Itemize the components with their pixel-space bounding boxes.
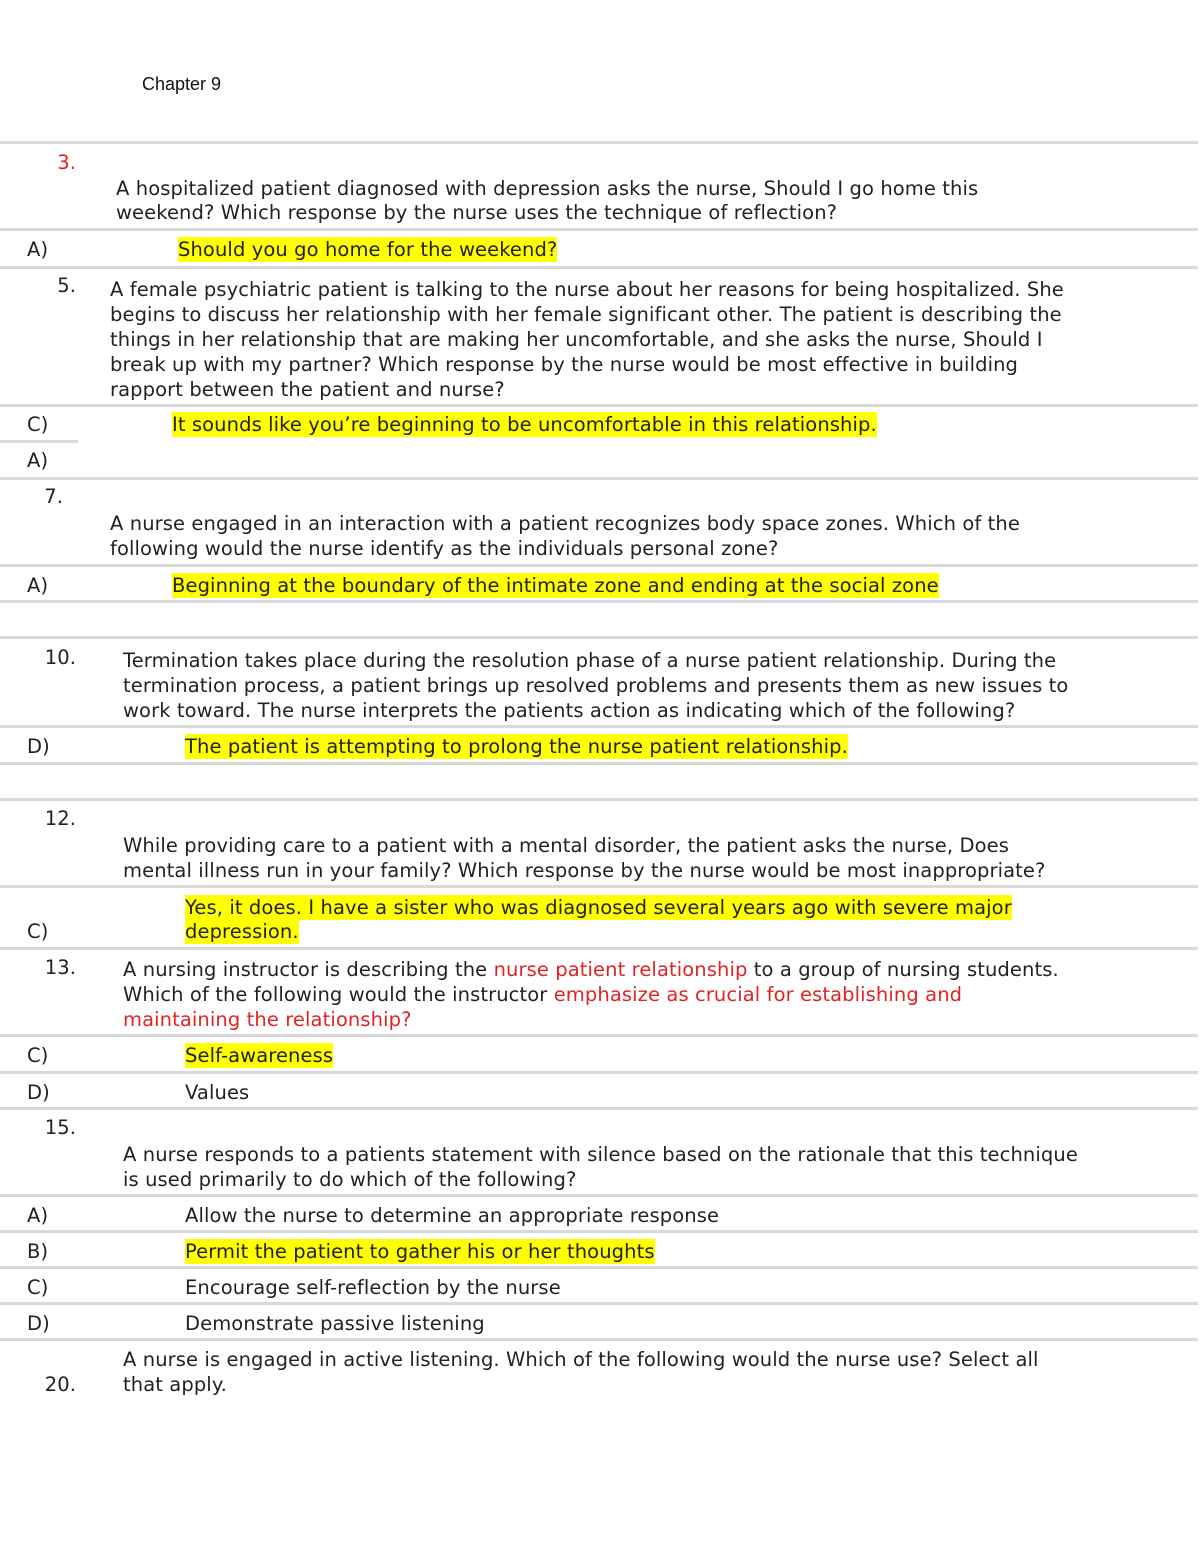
question-text: A nurse responds to a patients statement with silence based on the rationale that this technique (123, 1143, 1078, 1166)
divider (0, 947, 1198, 950)
question-text: termination process, a patient brings up resolved problems and presents them as new issues to (123, 674, 1069, 697)
divider (0, 1230, 1198, 1233)
divider (0, 1266, 1198, 1269)
question-number: 20. (44, 1373, 76, 1396)
question-text: A nurse engaged in an interaction with a patient recognizes body space zones. Which of the (110, 512, 1020, 535)
answer-text-highlighted: Permit the patient to gather his or her thoughts (185, 1240, 655, 1263)
divider (0, 404, 1198, 407)
question-text: weekend? Which response by the nurse uses the technique of reflection? (116, 201, 838, 224)
answer-label: C) (27, 1276, 49, 1299)
question-number: 7. (44, 485, 63, 508)
divider (0, 1034, 1198, 1037)
divider (0, 762, 1198, 765)
divider (0, 885, 1198, 888)
divider (0, 1107, 1198, 1110)
question-text: is used primarily to do which of the following? (123, 1168, 577, 1191)
question-text (123, 982, 962, 1007)
answer-label: A) (27, 1204, 49, 1227)
answer-text-highlighted: It sounds like you’re beginning to be uncomfortable in this relationship. (172, 413, 877, 436)
answer-text-highlighted: Yes, it does. I have a sister who was diagnosed several years ago with severe major (185, 896, 1012, 919)
question-text: mental illness run in your family? Which response by the nurse would be most inappropriate? (123, 859, 1046, 882)
question-number: 3. (57, 151, 76, 174)
divider (0, 1338, 1198, 1341)
question-number: 13. (44, 956, 76, 979)
divider (0, 477, 1198, 480)
answer-label: B) (27, 1240, 49, 1263)
question-number: 5. (57, 274, 76, 297)
divider (0, 636, 1198, 639)
answer-text: Demonstrate passive listening (185, 1312, 485, 1335)
question-text: Termination takes place during the resolution phase of a nurse patient relationship. During the (123, 649, 1057, 672)
question-text: begins to discuss her relationship with her female significant other. The patient is describing the (110, 303, 1062, 326)
emphasized-text: maintaining the relationship? (123, 1008, 412, 1031)
chapter-title: Chapter 9 (142, 74, 222, 94)
answer-label: A) (27, 574, 49, 597)
answer-label: C) (27, 920, 49, 943)
answer-text: Encourage self-reflection by the nurse (185, 1276, 561, 1299)
answer-text: Values (185, 1081, 250, 1104)
question-text: rapport between the patient and nurse? (110, 378, 505, 401)
answer-label: A) (27, 238, 49, 261)
answer-label: C) (27, 413, 49, 436)
question-text: A hospitalized patient diagnosed with depression asks the nurse, Should I go home this (116, 177, 979, 200)
divider (0, 564, 1198, 567)
question-text: work toward. The nurse interprets the patients action as indicating which of the following? (123, 699, 1016, 722)
emphasized-text: emphasize as crucial for establishing and (553, 983, 963, 1006)
question-text: While providing care to a patient with a mental disorder, the patient asks the nurse, Does (123, 834, 1009, 857)
question-text-part: to a group of nursing students. (747, 958, 1059, 981)
answer-text: Allow the nurse to determine an appropriate response (185, 1204, 720, 1227)
question-text-part: A nursing instructor is describing the (123, 958, 494, 981)
question-text-part: Which of the following would the instructor (123, 983, 554, 1006)
answer-label: A) (27, 449, 49, 472)
question-text (123, 957, 1059, 982)
divider (0, 600, 1198, 603)
divider (0, 1194, 1198, 1197)
question-text: things in her relationship that are making her uncomfortable, and she asks the nurse, Should I (110, 328, 1043, 351)
question-text: break up with my partner? Which response by the nurse would be most effective in building (110, 353, 1019, 376)
answer-label: D) (27, 1312, 50, 1335)
question-text: A female psychiatric patient is talking to the nurse about her reasons for being hospitalized. She (110, 278, 1064, 301)
divider (0, 141, 1198, 144)
divider (0, 725, 1198, 728)
emphasized-text: nurse patient relationship (493, 958, 748, 981)
answer-text-highlighted: Should you go home for the weekend? (178, 238, 558, 261)
answer-text-highlighted: depression. (185, 920, 299, 943)
answer-label: D) (27, 735, 50, 758)
question-number: 15. (44, 1116, 76, 1139)
question-number: 12. (44, 807, 76, 830)
divider (0, 266, 1198, 269)
answer-label: D) (27, 1081, 50, 1104)
question-text: A nurse is engaged in active listening. Which of the following would the nurse use? Select all (123, 1348, 1039, 1371)
divider (0, 228, 1198, 231)
divider (0, 440, 78, 443)
answer-text-highlighted: The patient is attempting to prolong the nurse patient relationship. (185, 735, 848, 758)
answer-text-highlighted: Self-awareness (185, 1044, 334, 1067)
question-number: 10. (44, 646, 76, 669)
question-text: that apply. (123, 1373, 227, 1396)
divider (0, 798, 1198, 801)
answer-text-highlighted: Beginning at the boundary of the intimate zone and ending at the social zone (172, 574, 939, 597)
question-text: following would the nurse identify as the individuals personal zone? (110, 537, 779, 560)
divider (0, 1071, 1198, 1074)
divider (0, 1302, 1198, 1305)
answer-label: C) (27, 1044, 49, 1067)
